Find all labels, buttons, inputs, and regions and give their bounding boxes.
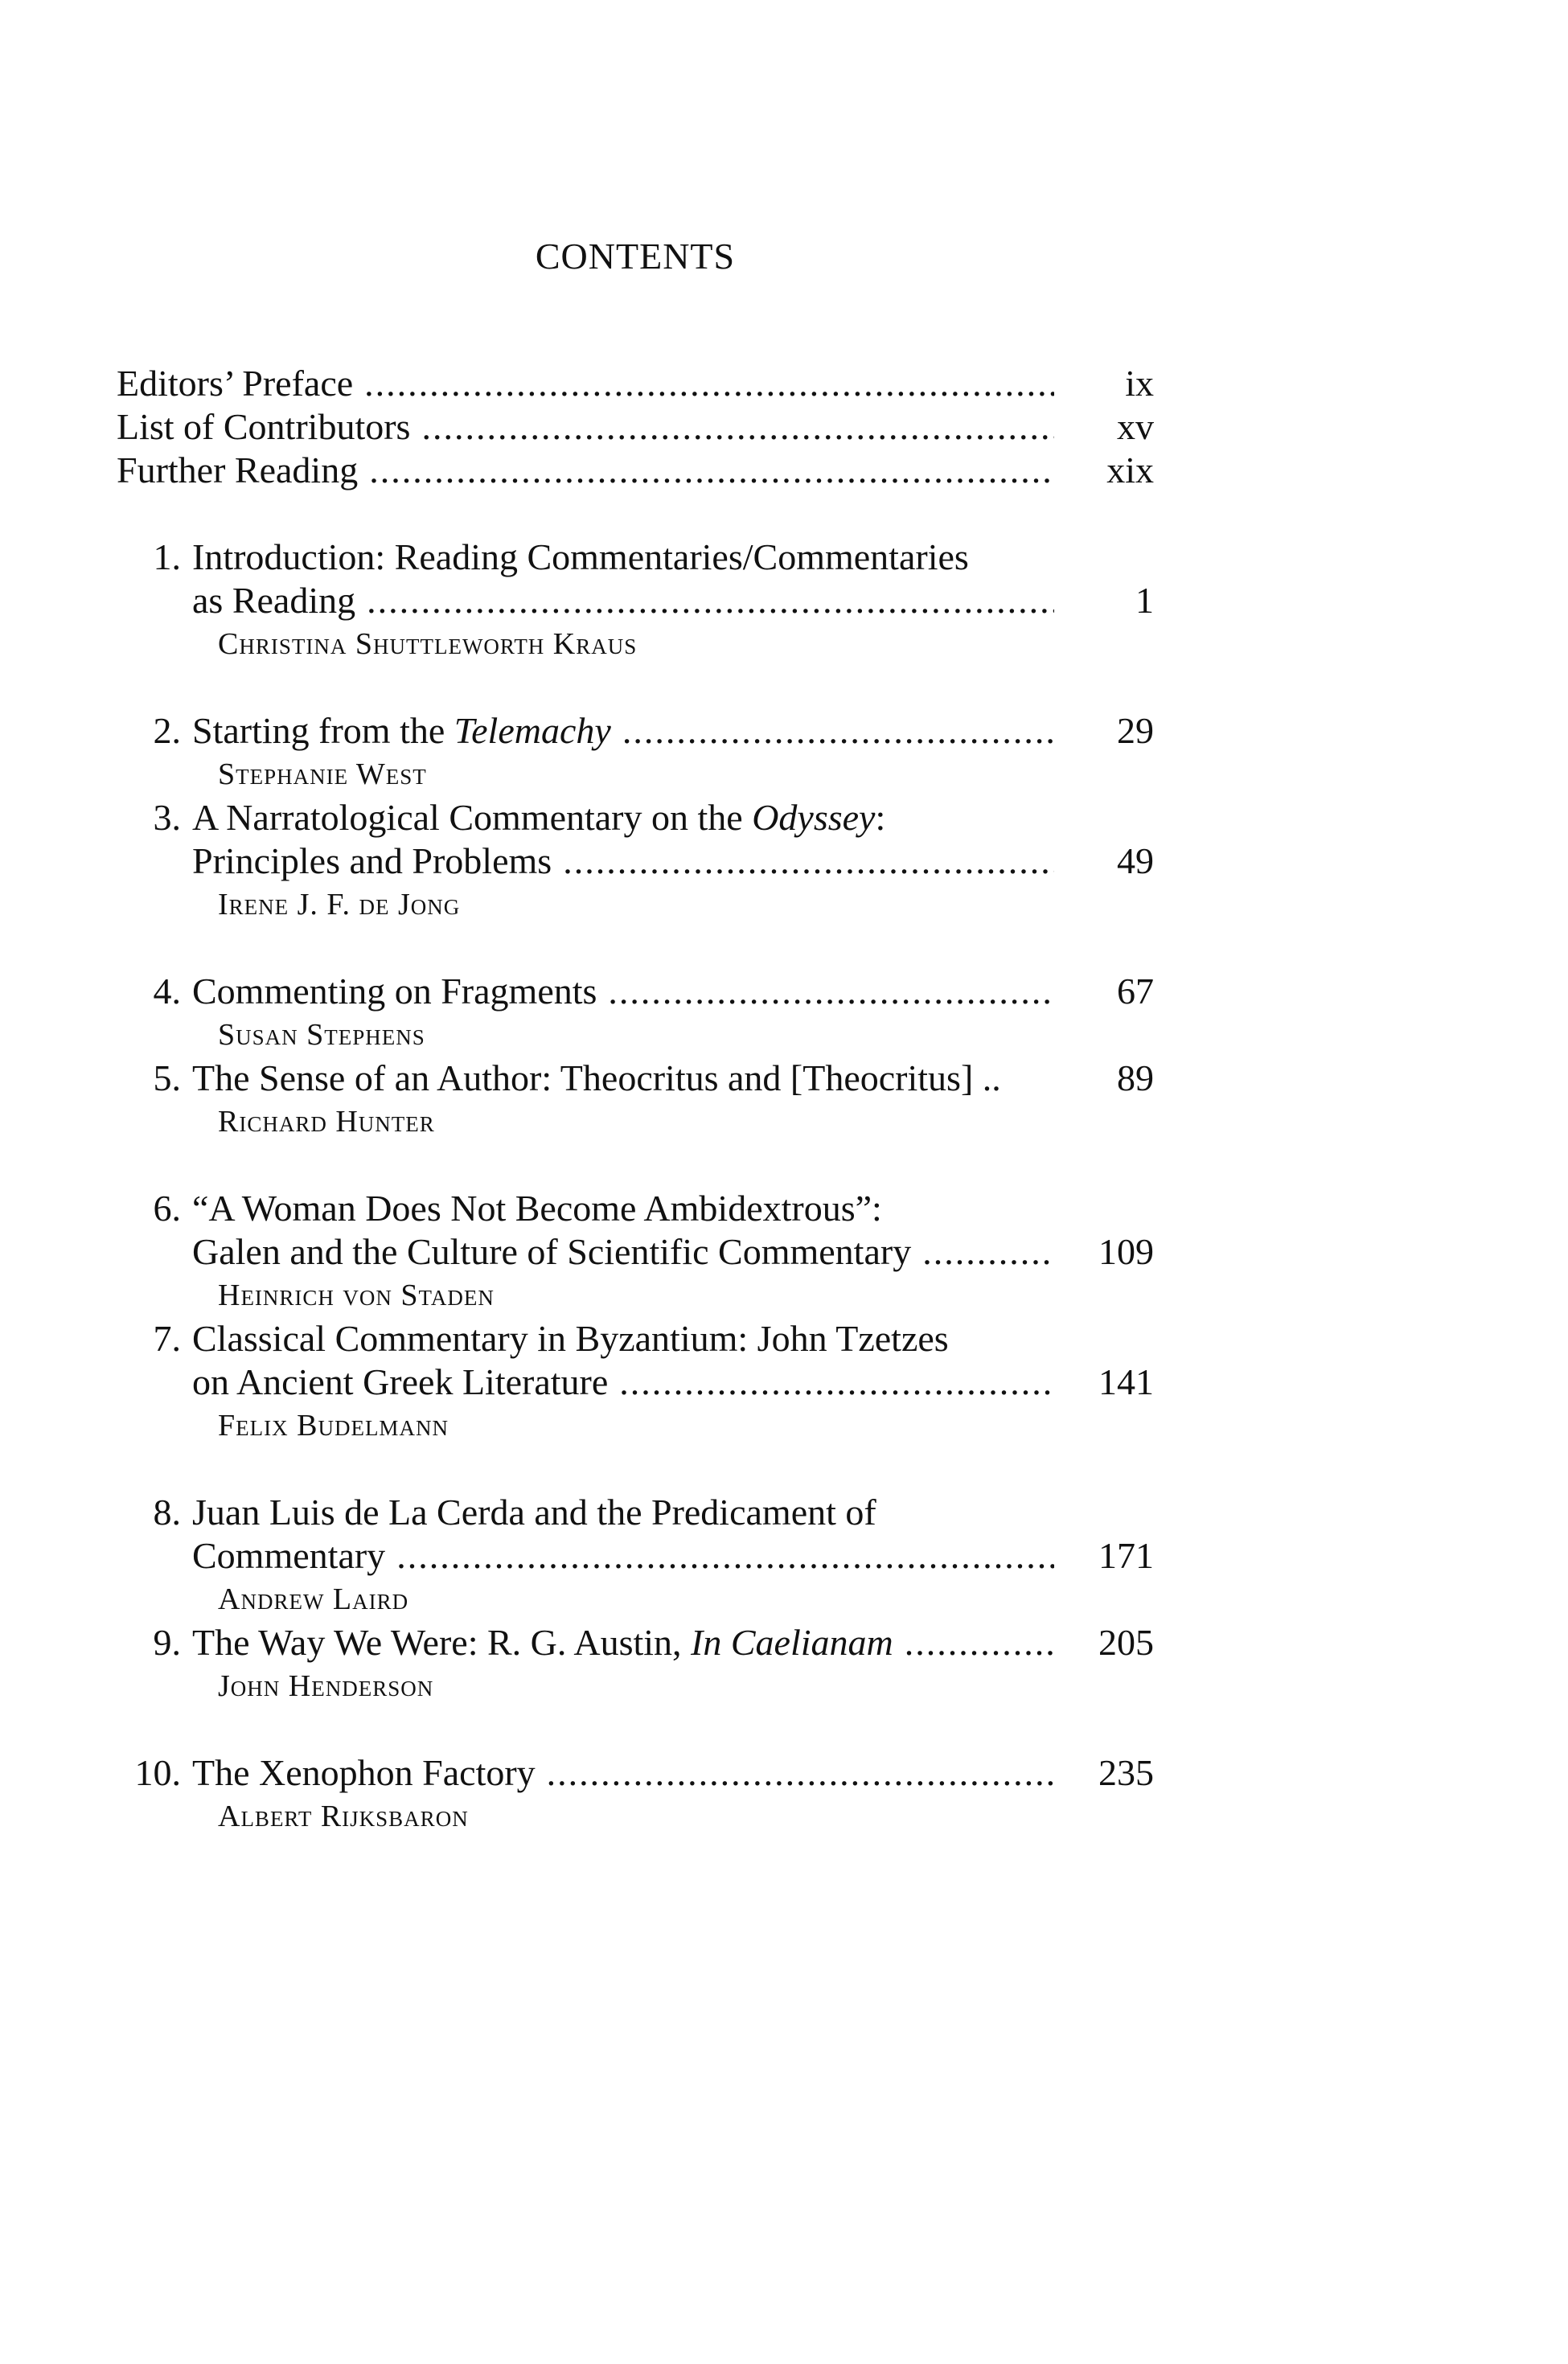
page-number: 89 <box>1117 1057 1154 1098</box>
dot-leader <box>421 405 1054 449</box>
chapter-number: 3. <box>153 797 181 838</box>
toc-entry-chapter-6-cont[interactable] <box>117 1230 1154 1274</box>
page-number: 235 <box>1098 1752 1154 1793</box>
dot-leader <box>547 1751 1054 1795</box>
dot-leader <box>369 449 1054 492</box>
toc-entry-chapter-8[interactable] <box>117 1491 1154 1534</box>
chapter-number: 9. <box>153 1622 181 1663</box>
chapter-number: 7. <box>153 1318 181 1359</box>
dot-leader <box>905 1621 1054 1664</box>
chapter-author: Felix Budelmann <box>218 1409 449 1443</box>
dot-leader <box>563 839 1054 883</box>
entry-title: The Xenophon Factory <box>192 1752 536 1793</box>
page-number: 1 <box>1135 580 1154 621</box>
page-number: 49 <box>1117 840 1154 881</box>
toc-entry-chapter-9[interactable] <box>117 1621 1154 1664</box>
chapter-author: Albert Rijksbaron <box>218 1800 469 1833</box>
toc-entry-list-of-contributors[interactable] <box>117 405 1154 449</box>
page-number: 67 <box>1117 971 1154 1012</box>
toc-entry-editors-preface[interactable] <box>117 362 1154 405</box>
entry-title: “A Woman Does Not Become Ambidextrous”: <box>192 1188 882 1229</box>
page-number: xix <box>1106 449 1154 490</box>
entry-title-cont: on Ancient Greek Literature <box>192 1361 609 1402</box>
toc-entry-chapter-1[interactable] <box>117 536 1154 579</box>
page-title: CONTENTS <box>535 236 736 277</box>
page-number: 205 <box>1098 1622 1154 1663</box>
entry-title-cont: as Reading <box>192 580 356 621</box>
toc-entry-chapter-5[interactable] <box>117 1057 1154 1100</box>
chapter-author: Richard Hunter <box>218 1105 435 1139</box>
chapter-author: Susan Stephens <box>218 1018 425 1052</box>
dot-leader <box>619 1361 1054 1404</box>
chapter-number: 10. <box>134 1752 181 1793</box>
toc-entry-chapter-4[interactable] <box>117 970 1154 1013</box>
entry-title-cont: Principles and Problems <box>192 840 552 881</box>
dot-leader <box>367 579 1054 622</box>
toc-entry-chapter-3-cont[interactable] <box>117 839 1154 883</box>
chapter-number: 1. <box>153 536 181 577</box>
chapter-author: John Henderson <box>218 1669 434 1703</box>
toc-entry-chapter-6[interactable] <box>117 1187 1154 1230</box>
chapter-author: Stephanie West <box>218 757 427 791</box>
chapter-author: Irene J. F. de Jong <box>218 888 461 921</box>
page-number: 29 <box>1117 710 1154 751</box>
toc-entry-chapter-8-cont[interactable] <box>117 1534 1154 1578</box>
entry-title: Juan Luis de La Cerda and the Predicament of <box>192 1492 876 1533</box>
toc-entry-further-reading[interactable] <box>117 449 1154 492</box>
chapter-author: Christina Shuttleworth Kraus <box>218 627 638 661</box>
dot-leader <box>608 970 1054 1013</box>
dot-leader <box>396 1534 1054 1578</box>
chapter-number: 5. <box>153 1057 181 1098</box>
chapter-number: 2. <box>153 710 181 751</box>
toc-entry-chapter-3[interactable] <box>117 796 1154 839</box>
toc-entry-chapter-2[interactable] <box>117 709 1154 753</box>
page-number: 171 <box>1098 1535 1154 1576</box>
page-number: 141 <box>1098 1361 1154 1402</box>
entry-title: Introduction: Reading Commentaries/Commentaries <box>192 536 969 577</box>
chapter-number: 6. <box>153 1188 181 1229</box>
page-number: xv <box>1117 406 1154 447</box>
page-number: 109 <box>1098 1231 1154 1272</box>
dot-leader <box>922 1230 1054 1274</box>
chapter-number: 8. <box>153 1492 181 1533</box>
page-number: ix <box>1125 363 1154 404</box>
toc-entry-chapter-1-cont[interactable] <box>117 579 1154 622</box>
toc-entry-chapter-10[interactable] <box>117 1751 1154 1795</box>
entry-title-cont: Galen and the Culture of Scientific Commentary <box>192 1231 912 1272</box>
chapter-author: Heinrich von Staden <box>218 1278 495 1312</box>
entry-title: Classical Commentary in Byzantium: John Tzetzes <box>192 1318 949 1359</box>
dot-leader <box>622 709 1054 753</box>
entry-title-cont: Commentary <box>192 1535 386 1576</box>
entry-title: Starting from the Telemachy <box>192 710 611 751</box>
chapter-number: 4. <box>153 971 181 1012</box>
entry-title: Editors’ Preface <box>117 363 354 404</box>
entry-title: List of Contributors <box>117 406 411 447</box>
entry-title: The Sense of an Author: Theocritus and [Theocritus] .. <box>192 1057 1001 1098</box>
toc-entry-chapter-7[interactable] <box>117 1317 1154 1361</box>
chapter-author: Andrew Laird <box>218 1582 409 1616</box>
dot-leader <box>364 362 1054 405</box>
entry-title: Further Reading <box>117 449 359 490</box>
entry-title: The Way We Were: R. G. Austin, In Caelianam <box>192 1622 893 1663</box>
entry-title: A Narratological Commentary on the Odyssey: <box>192 797 886 838</box>
toc-entry-chapter-7-cont[interactable] <box>117 1361 1154 1404</box>
entry-title: Commenting on Fragments <box>192 971 597 1012</box>
table-of-contents <box>117 362 1154 1838</box>
